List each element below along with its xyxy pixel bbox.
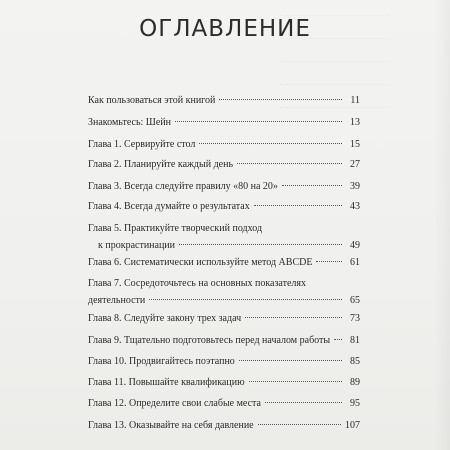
dot-leader <box>249 381 342 382</box>
toc-entry-title: Глава 6. Систематически используйте метод ABCDE <box>88 257 313 268</box>
toc-entry <box>88 374 360 391</box>
dot-leader <box>175 121 342 122</box>
toc-entry-title: Глава 13. Оказывайте на себя давление <box>88 420 254 431</box>
toc-entry <box>88 275 360 309</box>
toc-entry <box>88 220 360 254</box>
toc-page-number: 43 <box>350 201 360 212</box>
toc-entry-title: Глава 10. Продвигайтесь поэтапно <box>88 356 235 367</box>
toc-entry-title-continued: к прокрастинации <box>98 240 176 251</box>
dot-leader <box>245 317 342 318</box>
toc-entry <box>88 114 360 131</box>
toc-entry <box>88 198 360 215</box>
dot-leader <box>179 244 342 245</box>
toc-entry <box>88 353 360 370</box>
toc-entry <box>88 417 360 434</box>
toc-entry-title: Глава 5. Практикуйте творческий подход <box>88 223 263 234</box>
toc-entry-title: Глава 12. Определите свои слабые места <box>88 398 261 409</box>
dot-leader <box>239 360 342 361</box>
toc-entry <box>88 310 360 327</box>
dot-leader <box>334 339 342 340</box>
toc-entry-title: Глава 2. Планируйте каждый день <box>88 159 234 170</box>
toc-page-number: 11 <box>350 95 360 106</box>
toc-entry <box>88 178 360 195</box>
toc-entry-title: Как пользоваться этой книгой <box>88 95 216 106</box>
toc-entry <box>88 395 360 412</box>
toc-entry-title: Знакомьтесь: Шейн <box>88 117 172 128</box>
toc-page-number: 73 <box>350 313 360 324</box>
page-title: ОГЛАВЛЕНИЕ <box>139 16 311 42</box>
toc-entry-title-continued: деятельности <box>88 295 146 306</box>
toc-page-number: 27 <box>350 159 360 170</box>
toc-page-number: 61 <box>350 257 360 268</box>
dot-leader <box>316 261 342 262</box>
toc-entry <box>88 332 360 349</box>
toc-entry <box>88 156 360 173</box>
toc-page-number: 49 <box>350 240 360 251</box>
toc-entry <box>88 136 360 153</box>
toc-page-number: 15 <box>350 139 360 150</box>
toc-page-number: 39 <box>350 181 360 192</box>
toc-entry-title: Глава 8. Следуйте закону трех задач <box>88 313 242 324</box>
dot-leader <box>254 205 342 206</box>
toc-page-number: 89 <box>350 377 360 388</box>
dot-leader <box>237 163 342 164</box>
toc-page-number: 81 <box>350 335 360 346</box>
dot-leader <box>199 143 342 144</box>
toc-page-number: 95 <box>350 398 360 409</box>
dot-leader <box>219 99 342 100</box>
toc-entry <box>88 254 360 271</box>
toc-page-number: 65 <box>350 295 360 306</box>
toc-entry-title: Глава 9. Тщательно подготовьтесь перед началом работы <box>88 335 331 346</box>
dot-leader <box>258 424 341 425</box>
toc-entry-title: Глава 11. Повышайте квалификацию <box>88 377 245 388</box>
dot-leader <box>149 299 342 300</box>
toc-page-number: 85 <box>350 356 360 367</box>
dot-leader <box>282 185 342 186</box>
toc-entry-title: Глава 4. Всегда думайте о результатах <box>88 201 250 212</box>
dot-leader <box>265 402 342 403</box>
toc-entry-title: Глава 3. Всегда следуйте правилу «80 на 20» <box>88 181 278 192</box>
toc-page-number: 107 <box>345 420 360 431</box>
page-edge-shadow <box>434 0 450 450</box>
toc-page-number: 13 <box>350 117 360 128</box>
toc-entry <box>88 92 360 109</box>
toc-entry-title: Глава 1. Сервируйте стол <box>88 139 196 150</box>
toc-entry-title: Глава 7. Сосредоточьтесь на основных показателях <box>88 278 306 289</box>
